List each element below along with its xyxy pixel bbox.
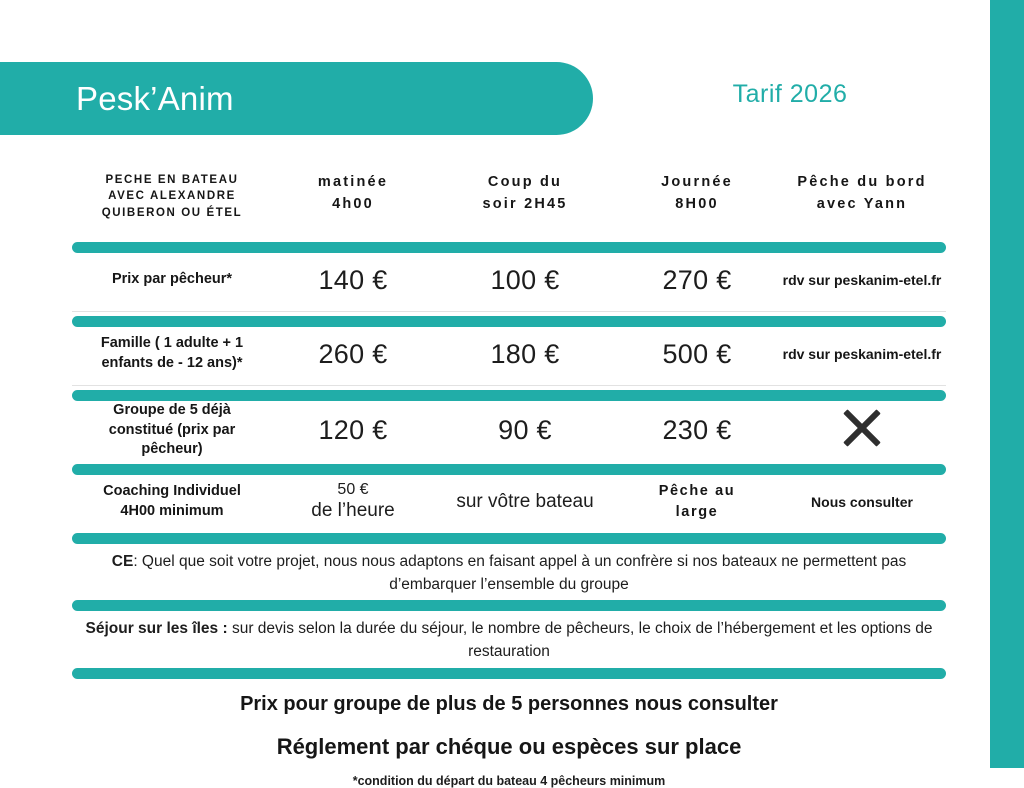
cell-journee: 230 € — [662, 414, 732, 445]
table-row — [72, 253, 946, 307]
column-header-peche-du-bord-line-1: Pêche du bord — [797, 174, 927, 190]
row-separator-pill — [72, 464, 946, 475]
row-separator-pill — [72, 533, 946, 544]
cell-journee-line-2: large — [675, 503, 719, 520]
column-header-matinee — [272, 172, 434, 216]
cell-coup-du-soir: 90 € — [498, 414, 552, 445]
table-row — [72, 475, 946, 529]
footer-line-payment: Réglement par chéque ou espèces sur place — [276, 733, 742, 759]
column-header-matinee-line-2: 4h00 — [332, 195, 374, 212]
row-separator-pill — [72, 316, 946, 327]
column-header-journee-line-1: Journée — [661, 174, 733, 190]
sejour-note-text: sur devis selon la durée du séjour, le nombre de pêcheurs, le choix de l’hébergement et les options de restauration — [227, 620, 933, 661]
cell-journee-line-1: Pêche au — [658, 482, 736, 499]
pricing-table — [72, 172, 946, 788]
sejour-note — [72, 611, 946, 668]
cell-matinee: 120 € — [318, 414, 388, 445]
column-header-matinee-line-1: matinée — [317, 174, 389, 190]
row-label — [72, 401, 272, 460]
cell-matinee — [272, 481, 434, 522]
sejour-note-label: Séjour sur les îles : — [85, 620, 228, 638]
cell-journee: 270 € — [662, 264, 732, 295]
cell-matinee-subtext: de l’heure — [311, 499, 395, 521]
row-label-line-2: constitué (prix par — [108, 421, 236, 438]
right-edge-accent-band — [990, 0, 1024, 768]
column-header-coup-du-soir-line-1: Coup du — [487, 174, 563, 190]
row-separator-pill — [72, 390, 946, 401]
tarif-year-title: Tarif 2026 — [732, 80, 848, 108]
ce-note — [72, 544, 946, 601]
row-label-line-2: enfants de - 12 ans)* — [101, 355, 243, 371]
cell-matinee: 140 € — [318, 264, 388, 295]
cell-journee: 500 € — [662, 338, 732, 369]
footer-line-group-price: Prix pour groupe de plus de 5 personnes nous consulter — [240, 692, 778, 715]
cell-peche-du-bord: rdv sur peskanim-etel.fr — [782, 346, 942, 362]
ce-note-text: : Quel que soit votre projet, nous nous adaptons en faisant appel à un confrère si nos bateaux ne permettent pas d’embarquer l’ensemble du groupe — [133, 552, 907, 593]
table-row — [72, 327, 946, 381]
cell-matinee-price: 50 € — [337, 481, 369, 499]
footer-line-condition: *condition du départ du bateau 4 pêcheurs minimum — [352, 773, 666, 788]
column-header-journee — [616, 172, 778, 216]
row-label-line-1: Coaching Individuel — [103, 483, 241, 500]
brand-title: Pesk’Anim — [76, 80, 234, 117]
table-row — [72, 401, 946, 460]
row-label-line-1: Prix par pêcheur* — [111, 271, 233, 288]
row-separator-pill — [72, 600, 946, 611]
cell-peche-du-bord: rdv sur peskanim-etel.fr — [782, 272, 942, 288]
cell-coup-du-soir: 100 € — [490, 264, 560, 295]
table-header-row — [72, 172, 946, 234]
column-header-label-line-2: AVEC ALEXANDRE — [108, 190, 236, 203]
cell-coup-du-soir: sur vôtre bateau — [456, 490, 594, 512]
row-label-line-1: Groupe de 5 déjà — [113, 402, 231, 418]
row-label-line-3: pêcheur) — [141, 441, 203, 458]
cell-peche-du-bord — [778, 406, 946, 455]
column-header-peche-du-bord — [778, 172, 946, 216]
ce-note-label: CE — [111, 552, 134, 570]
column-header-label-line-1: PECHE EN BATEAU — [105, 174, 239, 186]
row-separator-pill — [72, 242, 946, 253]
row-label — [72, 334, 272, 373]
column-header-peche-du-bord-line-2: avec Yann — [816, 195, 908, 212]
cross-mark-icon — [840, 406, 884, 450]
row-label — [72, 270, 272, 290]
column-header-coup-du-soir-line-2: soir 2H45 — [482, 195, 568, 212]
cell-peche-du-bord: Nous consulter — [811, 493, 913, 510]
column-header-journee-line-2: 8H00 — [675, 195, 719, 212]
cell-journee — [616, 481, 778, 523]
cell-coup-du-soir: 180 € — [490, 338, 560, 369]
row-label — [72, 482, 272, 521]
column-header-label — [72, 172, 272, 221]
column-header-coup-du-soir — [434, 172, 616, 216]
cell-matinee: 260 € — [318, 338, 388, 369]
row-separator-pill — [72, 668, 946, 679]
row-label-line-1: Famille ( 1 adulte + 1 — [100, 335, 244, 352]
column-header-label-line-3: QUIBERON OU ÉTEL — [101, 206, 243, 219]
row-label-line-2: 4H00 minimum — [120, 502, 224, 519]
